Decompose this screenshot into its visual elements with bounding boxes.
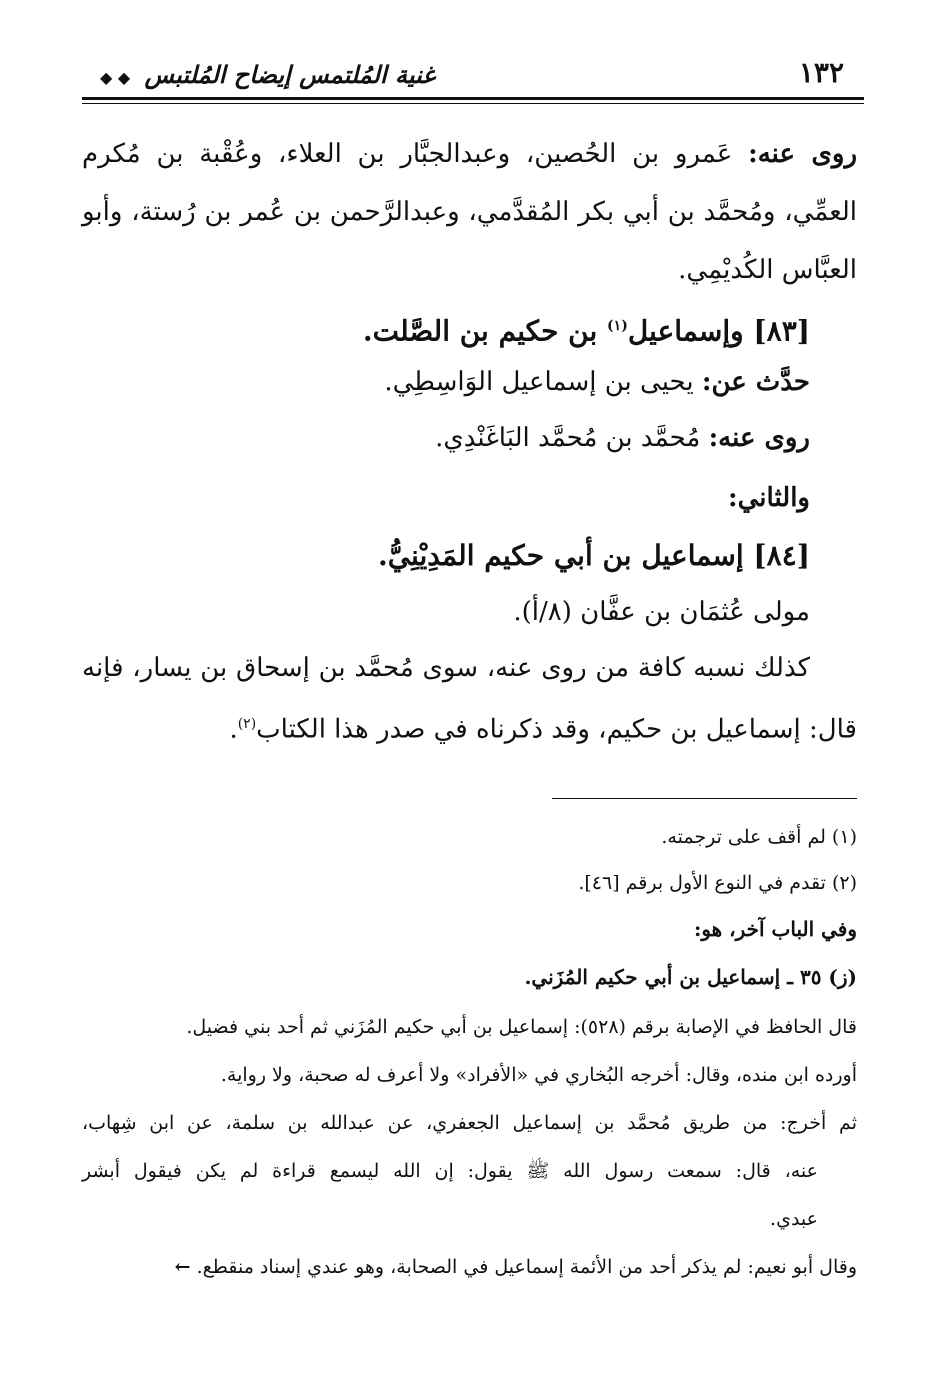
second-heading: والثاني: xyxy=(728,483,810,513)
footnote-line xyxy=(82,1252,857,1282)
footnote-line: أورده ابن منده، وقال: أخرجه البُخاري في «الأفراد» ولا أعرف له صحبة، ولا رواية. xyxy=(220,1064,857,1086)
entry-83-haddath xyxy=(82,362,810,402)
page-number: ١٣٢ xyxy=(798,56,844,89)
footnote-separator xyxy=(552,798,857,799)
entry-83-heading xyxy=(82,306,810,351)
header-rule-thick xyxy=(82,97,864,100)
entry-name-rest: بن حكيم بن الصَّلت. xyxy=(362,314,598,348)
footnote-1: (١) لم أقف على ترجمته. xyxy=(661,826,857,848)
footnote-ref: (١) xyxy=(607,318,628,334)
footnote-line: عنه، قال: سمعت رسول الله ﷺ يقول: إن الله ليسمع قراءة لم يكن فيقول أبشر xyxy=(82,1160,818,1182)
entry-name: وإسماعيل xyxy=(627,314,744,348)
entry-84-heading xyxy=(82,536,810,576)
entry-number: [٨٣] xyxy=(753,314,810,348)
paragraph-line xyxy=(82,704,857,750)
entry-name: إسماعيل بن أبي حكيم المَدِيْنِيُّ. xyxy=(377,539,744,572)
rawa-label: روى عنه: xyxy=(748,139,857,169)
paragraph-text: قال: إسماعيل بن حكيم، وقد ذكرناه في صدر هذا الكتاب xyxy=(256,714,857,745)
running-title xyxy=(100,60,435,89)
footnote-text: وقال أبو نعيم: لم يذكر أحد من الأئمة إسماعيل في الصحابة، وهو عندي إسناد منقطع. xyxy=(196,1256,857,1278)
footnote-entry: (ز) ٣٥ ـ إسماعيل بن أبي حكيم المُزَني. xyxy=(524,965,857,989)
rawa-label: روى عنه: xyxy=(708,423,810,453)
rawa-text: مُحمَّد بن مُحمَّد البَاغَنْدِي. xyxy=(435,423,701,453)
footnote-2: (٢) تقدم في النوع الأول برقم [٤٦]. xyxy=(578,872,857,894)
footnote-heading: وفي الباب آخر، هو: xyxy=(693,917,857,941)
footnote-line: ثم أخرج: من طريق مُحمَّد بن إسماعيل الجعفري، عن عبدالله بن سلمة، عن ابن شِهاب، xyxy=(82,1112,857,1134)
page-header xyxy=(82,56,864,96)
header-rule-thin xyxy=(82,103,864,104)
haddath-label: حدَّث عن: xyxy=(701,367,810,397)
paragraph-line xyxy=(82,134,857,174)
entry-83-rawa xyxy=(82,418,810,458)
paragraph-line: كذلك نسبه كافة من روى عنه، سوى مُحمَّد بن إسحاق بن يسار، فإنه xyxy=(82,653,810,683)
running-title-text: غنية المُلتمس إيضاح المُلتبس xyxy=(144,60,435,89)
diamond-ornament-icon: ◆ ◆ xyxy=(100,68,131,87)
entry-number: [٨٤] xyxy=(753,539,810,572)
paragraph-line: العبَّاس الكُديْمِي. xyxy=(678,255,857,285)
footnote-line: قال الحافظ في الإصابة برقم (٥٢٨): إسماعيل بن أبي حكيم المُزَني ثم أحد بني فضيل. xyxy=(186,1016,857,1038)
paragraph-line: العمِّي، ومُحمَّد بن أبي بكر المُقدَّمي، وعبدالرَّحمن بن عُمر بن رُستة، وأبو xyxy=(82,197,857,227)
haddath-text: يحيى بن إسماعيل الوَاسِطِي. xyxy=(384,367,694,397)
entry-84-mawla: مولى عُثمَان بن عفَّان (٨/أ). xyxy=(513,597,810,627)
footnote-line: عبدي. xyxy=(770,1208,818,1230)
paragraph-text: عَمرو بن الحُصين، وعبدالجبَّار بن العلاء، وعُقْبة بن مُكرم xyxy=(82,139,733,169)
footnote-ref: (٢) xyxy=(237,716,257,732)
period: . xyxy=(229,714,238,745)
continuation-arrow-icon: ← xyxy=(174,1256,191,1278)
